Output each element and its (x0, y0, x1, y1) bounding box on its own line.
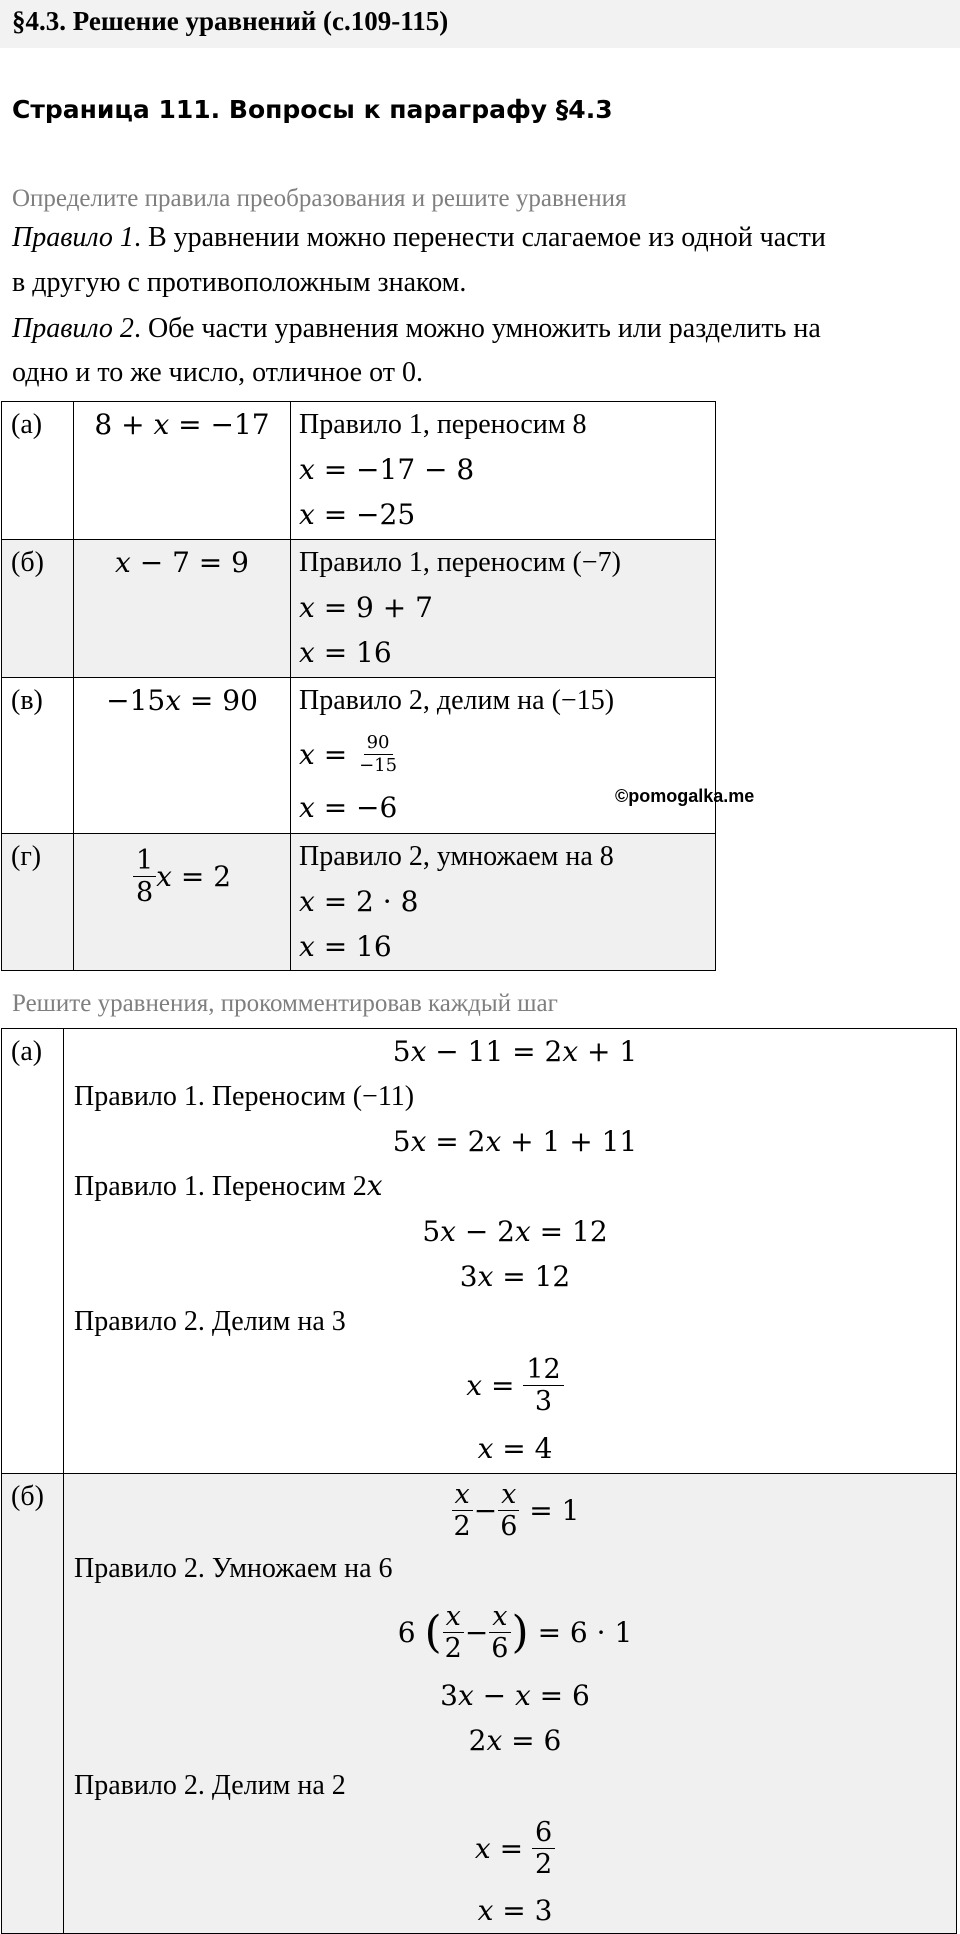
right-paren: ) (511, 1606, 529, 1658)
row-label: (а) (2, 402, 74, 540)
table-row (2, 1029, 957, 1474)
equation-line (74, 1591, 956, 1673)
equation-lhs: 𝑥 = (474, 1831, 524, 1865)
rule1-name: Правило 1 (12, 222, 134, 253)
equation-line (74, 1344, 956, 1426)
rule2-text-a: . Обе части уравнения можно умножить или разделить на (133, 313, 821, 344)
coefficient: 6 (397, 1615, 416, 1649)
rule1-line-2: в другую с противоположным знаком. (12, 267, 467, 298)
step-text: 𝑥 = 2 · 8 (299, 885, 419, 918)
equation-line: 5𝑥 − 2𝑥 = 12 (422, 1215, 608, 1248)
row-label: (г) (2, 834, 74, 971)
part-label: (а) (2, 1029, 64, 1474)
step-text: Правило 1, переносим (−7) (299, 547, 621, 578)
equation-line: 2𝑥 = 6 (468, 1724, 562, 1757)
comment-line: Правило 2. Умножаем на 6 (74, 1553, 393, 1584)
section-title: §4.3. Решение уравнений (с.109-115) (12, 6, 449, 36)
equation-lhs: 𝑥 = (466, 1368, 515, 1402)
step-text: Правило 2, делим на (−15) (299, 685, 615, 716)
fraction-numerator: 90 (364, 734, 393, 755)
fraction (532, 1816, 555, 1880)
fraction-denominator: 8 (135, 876, 154, 908)
fraction-numerator: 𝑥 (452, 1481, 473, 1511)
row-equation: 𝑥 − 7 = 9 (74, 540, 291, 678)
row-solution (291, 678, 716, 834)
fraction-denominator: 2 (444, 1632, 462, 1664)
equation-line: 𝑥 = 4 (477, 1432, 553, 1465)
equation-line: 5𝑥 = 2𝑥 + 1 + 11 (392, 1125, 638, 1158)
fraction-denominator: 6 (491, 1632, 509, 1664)
equation-rest: 𝑥 = 2 (156, 859, 232, 893)
step-text: Правило 2, умножаем на 8 (299, 841, 614, 872)
comment-line: Правило 1. Переносим 2𝑥 (74, 1171, 383, 1202)
equation-line: 𝑥 = 3 (477, 1894, 553, 1927)
fraction-denominator: 3 (534, 1385, 553, 1417)
rule2-name: Правило 2 (12, 313, 134, 344)
table-row (2, 1474, 957, 1934)
row-equation: −15𝑥 = 90 (74, 678, 291, 834)
step-text: 𝑥 = 9 + 7 (299, 591, 433, 624)
page-heading: Страница 111. Вопросы к параграфу §4.3 (12, 95, 613, 124)
comment-line: Правило 1. Переносим (−11) (74, 1081, 415, 1112)
left-paren: ( (424, 1606, 442, 1658)
equation-rhs: = 6 · 1 (537, 1615, 633, 1649)
row-label: (б) (2, 540, 74, 678)
fraction (133, 844, 156, 908)
fraction-denominator: 2 (453, 1510, 471, 1542)
part-body (64, 1029, 957, 1474)
fraction-denominator: −15 (359, 754, 398, 776)
fraction-numerator: 1 (133, 847, 156, 877)
row-solution (291, 540, 716, 678)
equation-line: 5𝑥 − 11 = 2𝑥 + 1 (392, 1035, 638, 1068)
fraction-numerator: 6 (532, 1819, 555, 1849)
row-label: (в) (2, 678, 74, 834)
step-text: 𝑥 = 16 (299, 636, 392, 669)
rules-table (1, 401, 716, 971)
fraction-denominator: 6 (500, 1510, 518, 1542)
rule2-line-1 (12, 313, 821, 345)
fraction-numerator: 𝑥 (443, 1603, 464, 1633)
fraction (488, 1600, 511, 1664)
fraction (523, 1353, 563, 1417)
row-solution (291, 402, 716, 540)
part-label: (б) (2, 1474, 64, 1934)
fraction (442, 1600, 465, 1664)
step-fraction-line (299, 723, 715, 785)
equation-line (74, 1808, 956, 1888)
part-body (64, 1474, 957, 1934)
table-row (2, 678, 716, 834)
fraction-numerator: 𝑥 (489, 1603, 510, 1633)
comment-line: Правило 2. Делим на 2 (74, 1770, 346, 1801)
fraction-numerator: 𝑥 (498, 1481, 519, 1511)
rule2-line-2: одно и то же число, отличное от 0. (12, 357, 423, 388)
step-text: 𝑥 = −6 (299, 791, 398, 824)
step-text: Правило 1, переносим 8 (299, 409, 587, 440)
watermark: ©pomogalka.me (615, 786, 755, 806)
equation-rhs: = 1 (529, 1493, 580, 1527)
equation-line: 3𝑥 − 𝑥 = 6 (440, 1679, 590, 1712)
equation-line: 3𝑥 = 12 (459, 1260, 571, 1293)
rule1-line-1 (12, 222, 826, 254)
fraction-denominator: 2 (534, 1848, 553, 1880)
table-row (2, 402, 716, 540)
table-row (2, 540, 716, 678)
table-row (2, 834, 716, 971)
step-text: 𝑥 = −25 (299, 498, 416, 531)
fraction (356, 731, 400, 776)
fraction (451, 1478, 474, 1542)
minus-sign: − (464, 1615, 489, 1649)
fraction-numerator: 12 (523, 1356, 563, 1386)
fraction (497, 1478, 520, 1542)
step-text: 𝑥 = 16 (299, 930, 392, 963)
row-equation (74, 834, 291, 971)
rule1-text-a: . В уравнении можно перенести слагаемое из одной части (133, 222, 826, 253)
row-solution (291, 834, 716, 971)
step-text: 𝑥 = −17 − 8 (299, 453, 475, 486)
solutions-table (1, 1028, 957, 1934)
task1-prompt: Определите правила преобразования и решите уравнения (12, 185, 627, 212)
task2-prompt: Решите уравнения, прокомментировав каждый шаг (12, 990, 558, 1017)
row-equation: 8 + 𝑥 = −17 (74, 402, 291, 540)
minus-sign: − (473, 1493, 498, 1527)
step-text: 𝑥 = (299, 737, 348, 771)
comment-line: Правило 2. Делим на 3 (74, 1306, 346, 1337)
equation-line (74, 1474, 956, 1546)
